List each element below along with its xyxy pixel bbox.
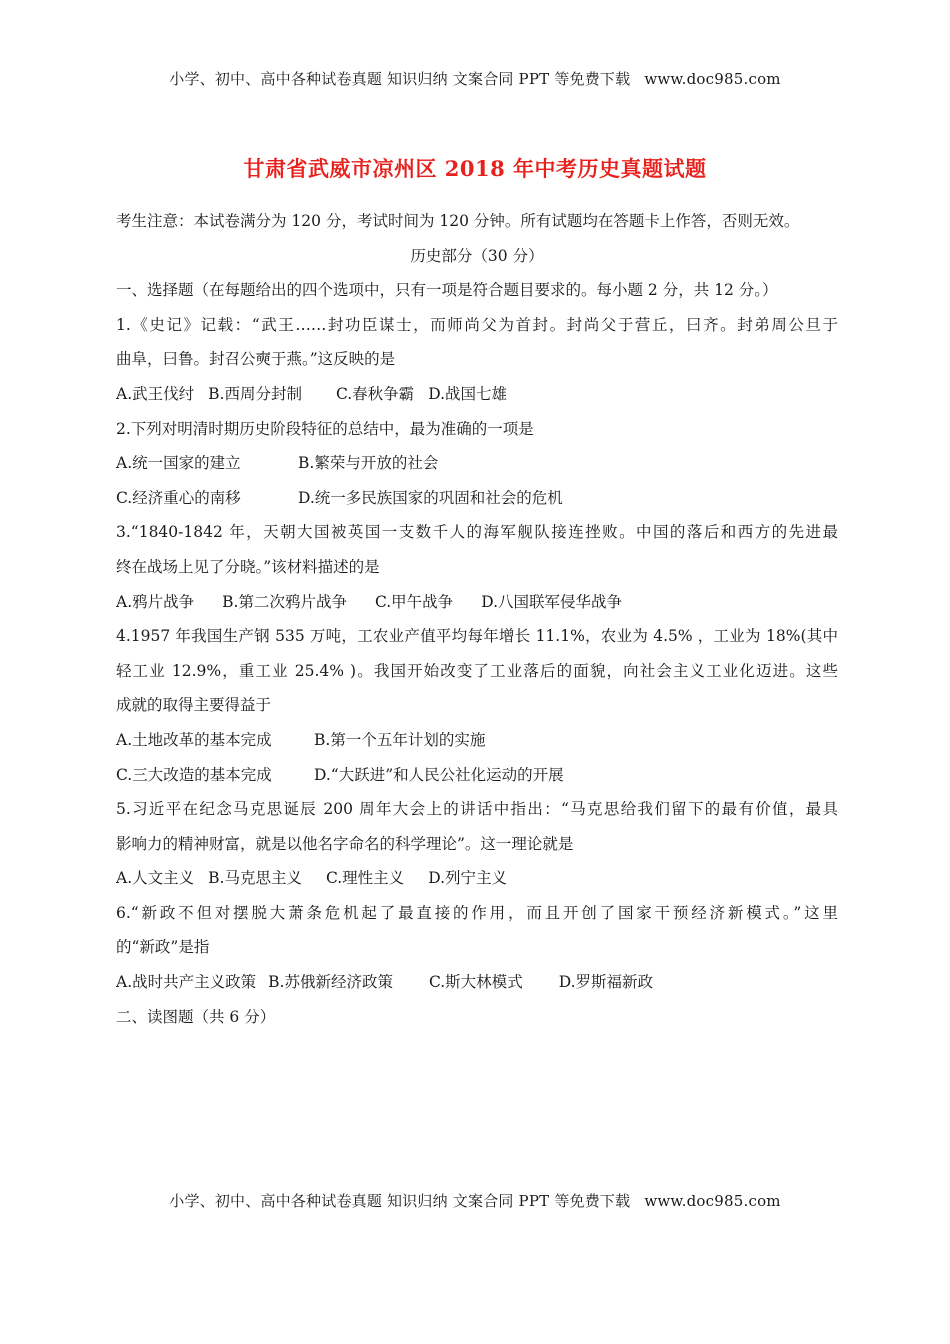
option-c: C.甲午战争 bbox=[374, 592, 454, 611]
question-3-stem-line-2: 终在战场上见了分晓。”该材料描述的是 bbox=[116, 557, 380, 576]
option-a: A.人文主义 bbox=[116, 869, 195, 888]
page-title: 甘肃省武威市凉州区 2018 年中考历史真题试题 bbox=[243, 156, 707, 181]
question-6-stem-line-2: 的“新政”是指 bbox=[116, 938, 210, 957]
question-4-options-row-2 bbox=[116, 758, 838, 793]
header-text: 小学、初中、高中各种试卷真题 知识归纳 文案合同 PPT 等免费下载 bbox=[169, 70, 631, 88]
option-c: C.春秋争霸 bbox=[335, 384, 415, 403]
option-b: B.繁荣与开放的社会 bbox=[298, 454, 439, 473]
option-d: D.战国七雄 bbox=[428, 384, 508, 403]
exam-notice: 考生注意：本试卷满分为 120 分，考试时间为 120 分钟。所有试题均在答题卡上作答，否则无效。 bbox=[116, 212, 800, 230]
question-5-stem-line-2: 影响力的精神财富，就是以他名字命名的科学理论”。这一理论就是 bbox=[116, 834, 574, 853]
option-a: A.战时共产主义政策 bbox=[116, 973, 257, 992]
question-6-stem-line-1: 6.“新政不但对摆脱大萧条危机起了最直接的作用，而且开创了国家干预经济新模式。”这里 bbox=[116, 903, 838, 922]
option-d: D.统一多民族国家的巩固和社会的危机 bbox=[298, 488, 563, 507]
option-d: D.“大跃进”和人民公社化运动的开展 bbox=[314, 765, 564, 784]
question-3-options bbox=[116, 585, 838, 620]
question-3-stem-line-1: 3.“1840-1842 年，天朝大国被英国一支数千人的海军舰队接连挫败。中国的落后和西方的先进最 bbox=[116, 523, 838, 542]
option-d: D.八国联军侵华战争 bbox=[481, 592, 623, 611]
question-4-stem-line-1: 4.1957 年我国生产钢 535 万吨，工农业产值平均每年增长 11.1%，农业为 4.5% ，工业为 18%(其中 bbox=[116, 627, 838, 646]
option-a: A.土地改革的基本完成 bbox=[116, 730, 272, 749]
option-b: B.西周分封制 bbox=[208, 384, 302, 403]
option-c: C.理性主义 bbox=[325, 869, 405, 888]
question-2-options-row-1 bbox=[116, 446, 838, 481]
question-6-options bbox=[116, 965, 838, 1000]
exam-content bbox=[116, 204, 838, 1034]
question-5-options bbox=[116, 861, 838, 896]
option-b: B.第二次鸦片战争 bbox=[222, 592, 347, 611]
option-b: B.第一个五年计划的实施 bbox=[314, 730, 486, 749]
option-d: D.列宁主义 bbox=[428, 869, 508, 888]
footer-text: 小学、初中、高中各种试卷真题 知识归纳 文案合同 PPT 等免费下载 bbox=[169, 1192, 631, 1210]
question-1-options bbox=[116, 377, 838, 412]
question-5-stem-line-1: 5.习近平在纪念马克思诞辰 200 周年大会上的讲话中指出：“马克思给我们留下的最有价值，最具 bbox=[116, 800, 838, 819]
option-b: B.马克思主义 bbox=[208, 869, 302, 888]
question-4-options-row-1 bbox=[116, 723, 838, 758]
header-site[interactable]: www.doc985.com bbox=[644, 70, 781, 88]
question-4-stem-line-3: 成就的取得主要得益于 bbox=[116, 696, 272, 715]
section1-title: 一、选择题（在每题给出的四个选项中，只有一项是符合题目要求的。每小题 2 分，共 12 分。） bbox=[116, 281, 778, 300]
option-c: C.斯大林模式 bbox=[428, 973, 523, 992]
page-footer bbox=[0, 1190, 950, 1211]
section2-title: 二、读图题（共 6 分） bbox=[116, 1007, 276, 1026]
question-4-stem-line-2: 轻工业 12.9%，重工业 25.4% )。我国开始改变了工业落后的面貌，向社会主义工业化迈进。这些 bbox=[116, 661, 838, 680]
page-header bbox=[0, 68, 950, 89]
option-a: A.鸦片战争 bbox=[116, 592, 195, 611]
question-2-options-row-2 bbox=[116, 481, 838, 516]
option-a: A.武王伐纣 bbox=[116, 384, 195, 403]
option-c: C.三大改造的基本完成 bbox=[116, 765, 272, 784]
question-2-stem-line-1: 2.下列对明清时期历史阶段特征的总结中，最为准确的一项是 bbox=[116, 419, 534, 438]
part-title: 历史部分（30 分） bbox=[410, 246, 544, 265]
footer-site[interactable]: www.doc985.com bbox=[644, 1192, 781, 1210]
option-c: C.经济重心的南移 bbox=[116, 488, 241, 507]
option-a: A.统一国家的建立 bbox=[116, 454, 241, 473]
question-1-stem-line-2: 曲阜，曰鲁。封召公奭于燕。”这反映的是 bbox=[116, 350, 396, 369]
option-d: D.罗斯福新政 bbox=[558, 973, 654, 992]
option-b: B.苏俄新经济政策 bbox=[268, 973, 393, 992]
question-1-stem-line-1: 1.《史记》记载：“武王……封功臣谋士，而师尚父为首封。封尚父于营丘，曰齐。封弟周公旦于 bbox=[116, 315, 838, 334]
